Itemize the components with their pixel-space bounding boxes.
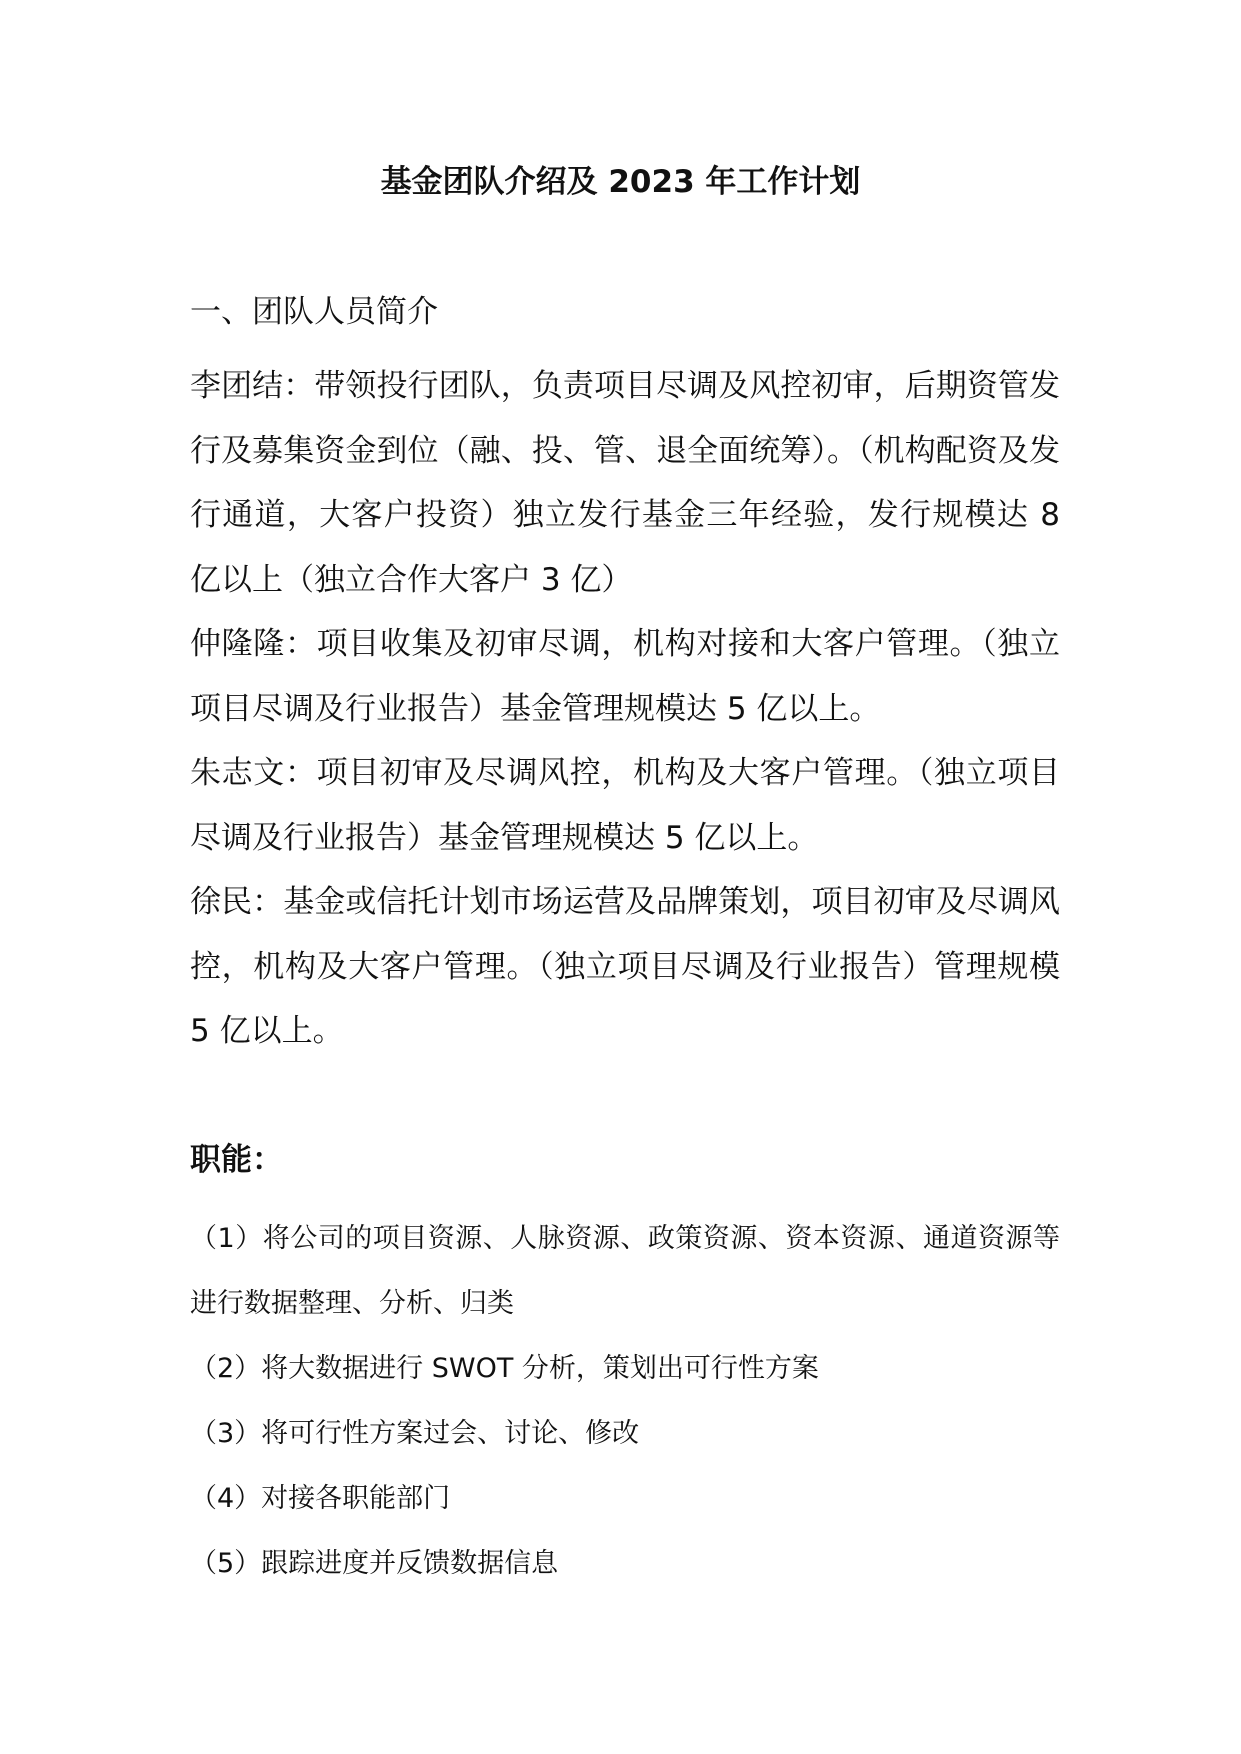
member-paragraph-xu: 徐民：基金或信托计划市场运营及品牌策划，项目初审及尽调风控，机构及大客户管理。（独立项目尽调及行业报告）管理规模 5 亿以上。: [190, 884, 1060, 1049]
section-heading-team: 一、团队人员简介: [190, 294, 438, 330]
function-item-4: （4）对接各职能部门: [190, 1483, 451, 1514]
functions-heading: 职能：: [190, 1142, 283, 1178]
function-item-1: （1）将公司的项目资源、人脉资源、政策资源、资本资源、通道资源等进行数据整理、分析、归类: [190, 1223, 1060, 1319]
function-item-2: （2）将大数据进行 SWOT 分析，策划出可行性方案: [190, 1353, 819, 1384]
member-paragraph-zhu: 朱志文：项目初审及尽调风控，机构及大客户管理。（独立项目尽调及行业报告）基金管理规模达 5 亿以上。: [190, 755, 1060, 856]
team-section: [190, 290, 1060, 1064]
function-item-3: （3）将可行性方案过会、讨论、修改: [190, 1418, 640, 1449]
functions-section: [190, 1138, 1060, 1596]
member-paragraph-zhong: 仲隆隆：项目收集及初审尽调，机构对接和大客户管理。（独立项目尽调及行业报告）基金管理规模达 5 亿以上。: [190, 626, 1060, 727]
function-item-5: （5）跟踪进度并反馈数据信息: [190, 1548, 559, 1579]
document-title: 基金团队介绍及 2023 年工作计划: [380, 164, 861, 200]
member-paragraph-li: 李团结：带领投行团队，负责项目尽调及风控初审，后期资管发行及募集资金到位（融、投、管、退全面统筹）。（机构配资及发行通道，大客户投资）独立发行基金三年经验，发行规模达 8 亿以上（独立合作大客户 3 亿）: [190, 368, 1060, 598]
